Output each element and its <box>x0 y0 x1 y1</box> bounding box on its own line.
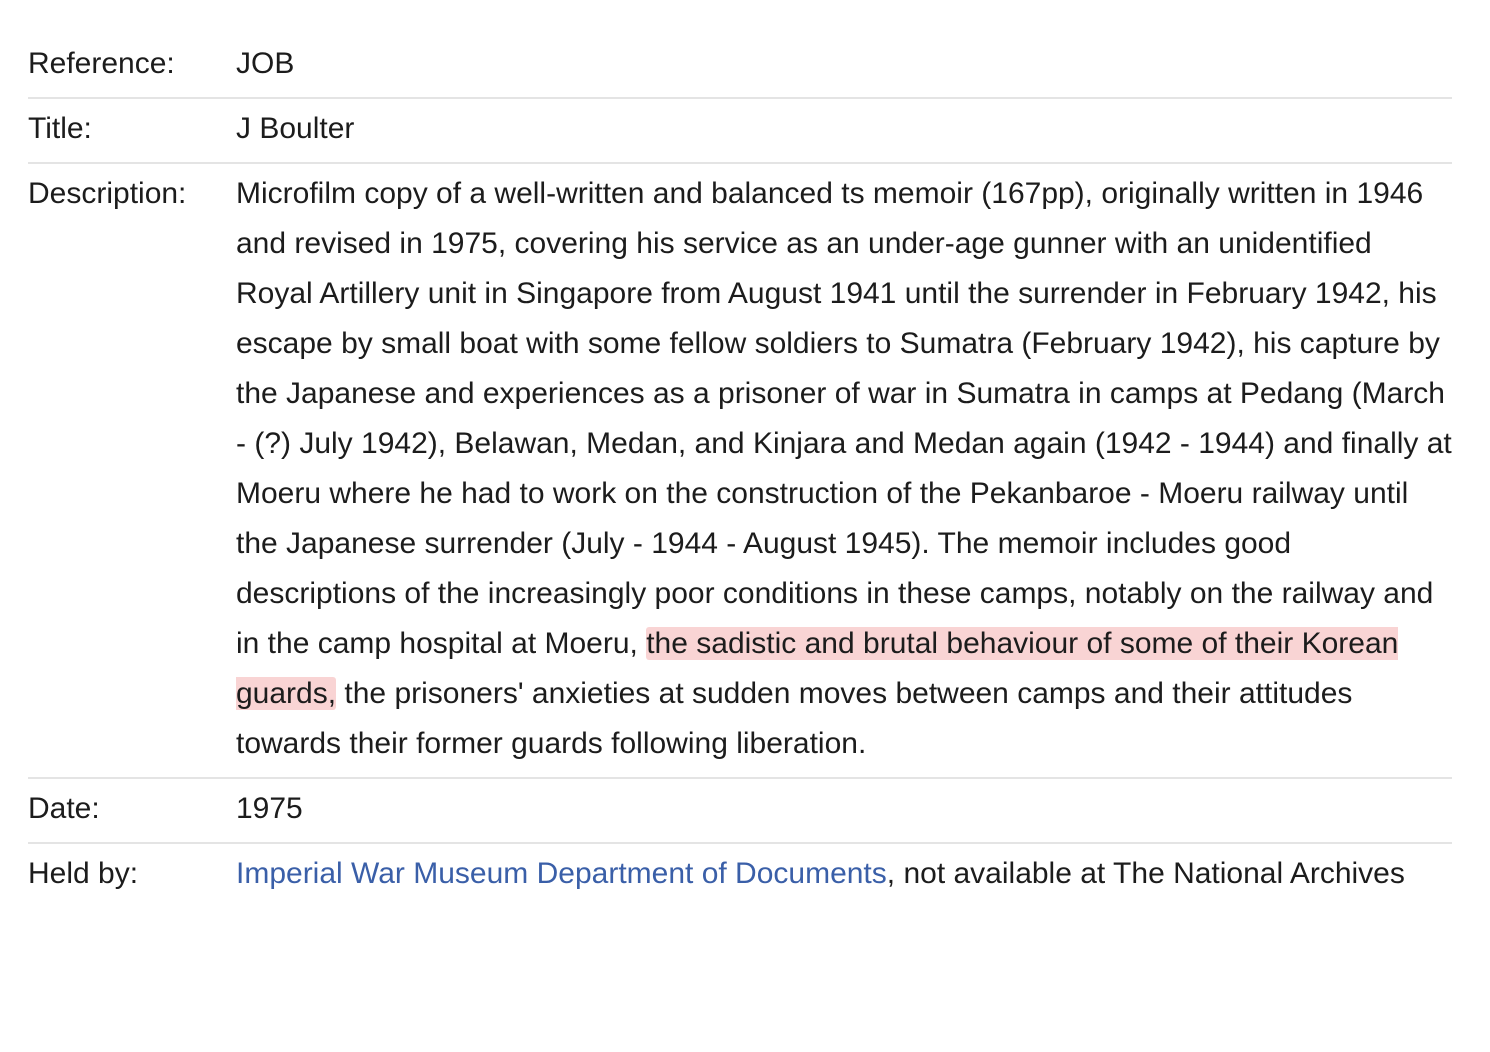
date-row <box>28 779 1452 844</box>
description-text: Microfilm copy of a well-written and balanced ts memoir (167pp), originally written in 1946 and revised in 1975, covering his service as an under-age gunner with an unidentified Royal Artillery unit in Singapore from August 1941 until the surrender in February 1942, his escape by small boat with some fellow soldiers to Sumatra (February 1942), his capture by the Japanese and experiences as a prisoner of war in Sumatra in camps at Pedang (March - (?) July 1942), Belawan, Medan, and Kinjara and Medan again (1942 - 1944) and finally at Moeru where he had to work on the construction of the Pekanbaroe - Moeru railway until the Japanese surrender (July - 1944 - August 1945). The memoir includes good descriptions of the increasingly poor conditions in these camps, notably on the railway and in the camp hospital at Moeru, <box>236 177 1452 660</box>
date-value: 1975 <box>236 792 303 825</box>
title-label: Title: <box>28 112 92 145</box>
held-by-label: Held by: <box>28 857 139 890</box>
title-row <box>28 99 1452 164</box>
held-by-row <box>28 844 1452 907</box>
record-details <box>28 34 1452 907</box>
title-value: J Boulter <box>236 112 355 145</box>
description-label: Description: <box>28 177 187 210</box>
held-by-note: , not available at The National Archives <box>886 857 1405 890</box>
description-row <box>28 164 1452 779</box>
description-value <box>236 169 1452 769</box>
date-label: Date: <box>28 792 100 825</box>
description-highlighted-text: the sadistic and brutal behaviour of some of their Korean guards, <box>236 627 1399 710</box>
description-text-end: the prisoners' anxieties at sudden moves between camps and their attitudes towards their former guards following liberation. <box>236 677 1353 760</box>
reference-row <box>28 34 1452 99</box>
held-by-link[interactable]: Imperial War Museum Department of Documents <box>236 857 887 890</box>
held-by-value <box>236 854 1452 894</box>
reference-label: Reference: <box>28 47 175 80</box>
reference-value: JOB <box>236 47 295 80</box>
